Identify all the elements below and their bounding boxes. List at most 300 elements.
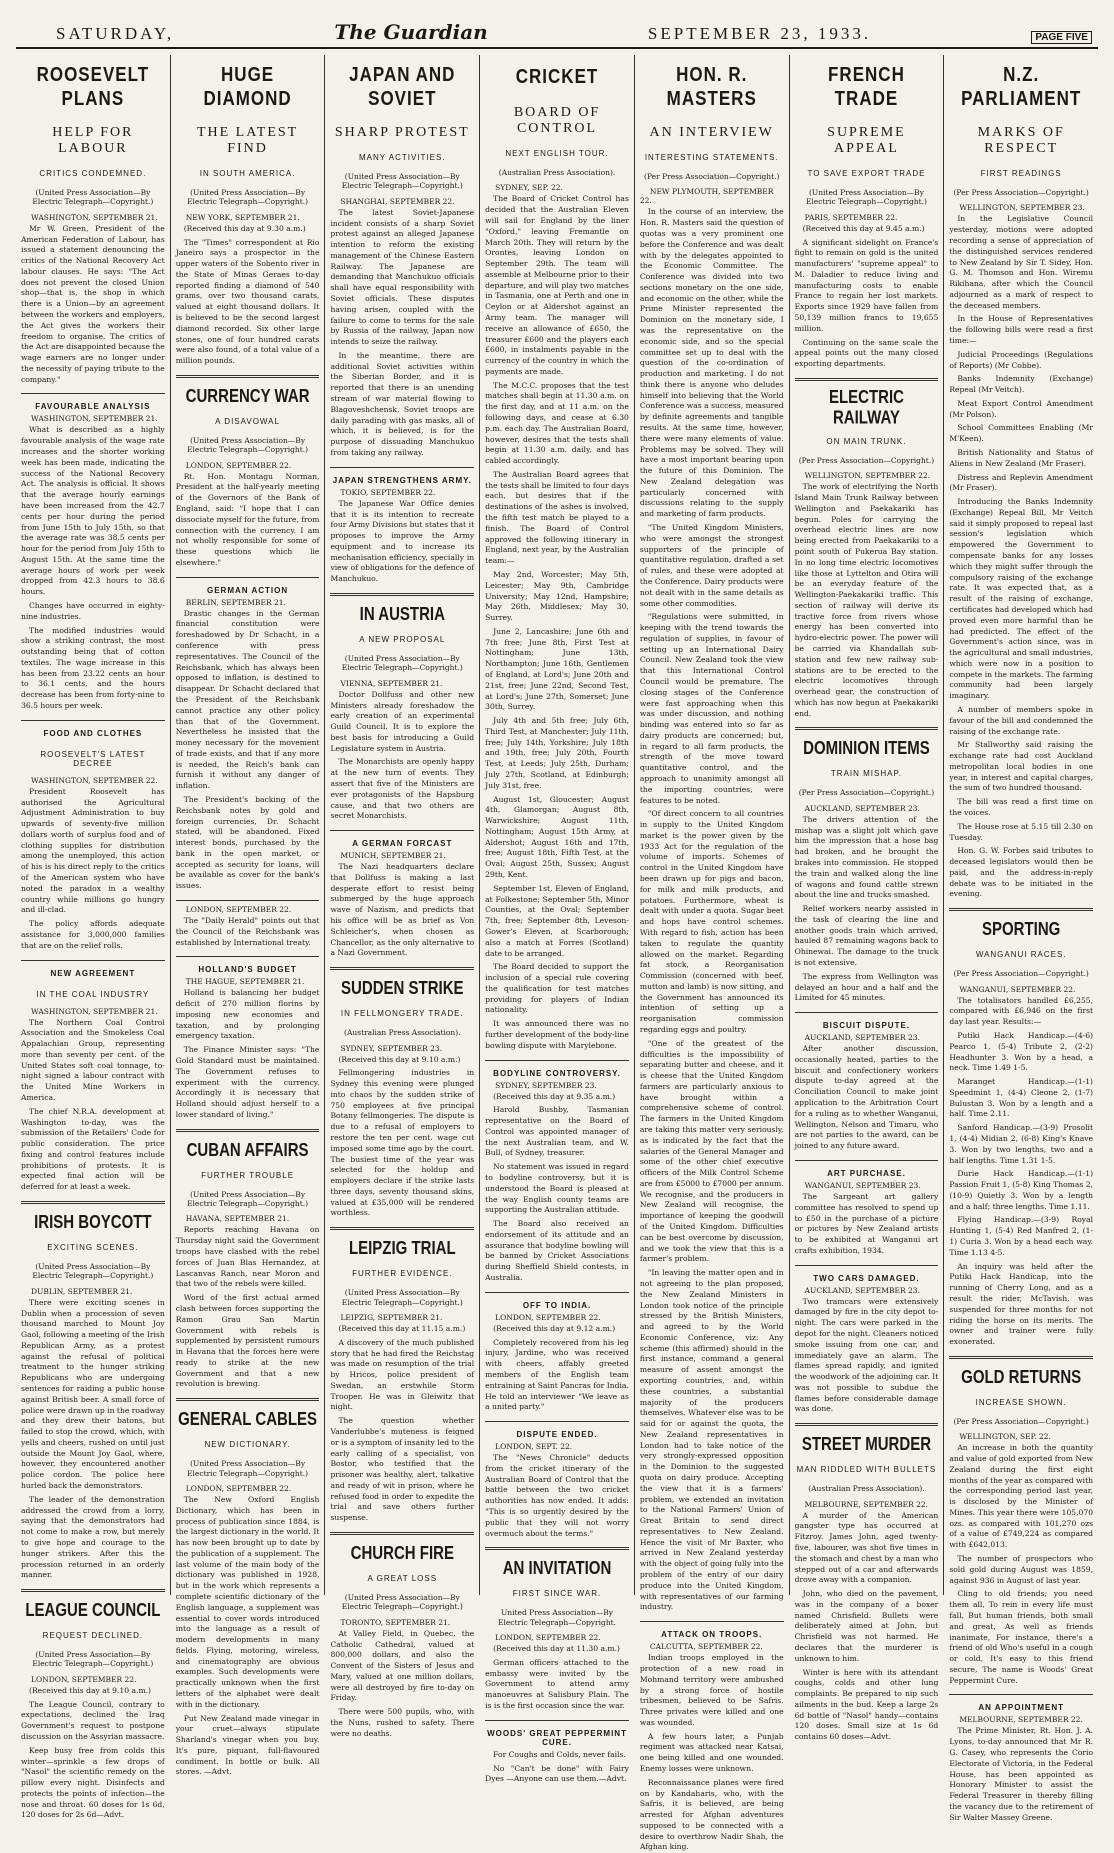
minor-heading: A GERMAN FORCAST — [352, 839, 453, 849]
paragraph: Banks Indemnity (Exchange) Repeal (Mr Veitch). — [949, 374, 1094, 395]
headline: IN AUSTRIA — [359, 604, 445, 625]
minor-heading: ART PURCHASE. — [827, 1168, 906, 1178]
paragraph: Mr Stallworthy said raising the exchange rate had cost Auckland metropolitan local bodies in one year, in interest and capital charges, the sum of two hundred thousand. — [949, 740, 1094, 793]
minor-heading: GERMAN ACTION — [207, 585, 289, 595]
dateline: LONDON, SEPTEMBER 22. — [495, 1633, 601, 1643]
tagline: A DISAVOWAL — [215, 416, 280, 426]
paragraph: The "Daily Herald" points out that the Council of the Reichsbank was established by International treaty. — [175, 916, 320, 947]
paragraph: Maranget Handicap.—(1-1) Speedmint 1, (4-4) Cleone 2, (1-7) Bulustan 3. Won by a length and a half. Time 2.11. — [949, 1077, 1094, 1119]
paragraph: Mr W. Green, President of the American Federation of Labour, has issued a statement denouncing the critics of the National Recovery Act labour clauses. He says: "The Act does not prevent the closed Union shop—that is, the shop in which there is a Union—by an agreement between the workers and employers, the Act gives the workers their freedom to organise. The critics of the Act are disappointed because the wage earners are no longer under the necessity of paying tribute to the company." — [21, 223, 165, 384]
paragraph: "One of the greatest of the difficulties is the impossibility of separating butter and cheese, and it is cheese that the United Kingdom farmers are particularly anxious to have brought within a comprehensive scheme of control. The farmers in the United Kingdom are taking this matter very seriously, as is indicated by the fact that the salaries of the General Manager and some of the other chief executive officers of the Milk Control Scheme are from £5000 to £7000 per annum. We recognise, and the producers in New Zealand will recognise, the importance of keeping the goodwill of the United Kingdom. Difficulties can be best overcome by discussion, and we took the view that this is a farmer's problem. — [639, 1038, 784, 1264]
paragraph: Judicial Proceedings (Regulations of Reports) (Mr Cobbe). — [949, 349, 1094, 370]
tagline: REQUEST DECLINED. — [42, 1631, 144, 1641]
article — [330, 593, 474, 822]
masthead-title: The Guardian — [334, 20, 488, 44]
paragraph: Meat Export Control Amendment (Mr Polson). — [949, 398, 1094, 419]
paragraph: Two tramcars were extensively damaged by fire in the city depot to-night. The cars were parked in the depot for the night. Cleaners noticed smoke issuing from one car, and immediately gave an alarm. The flames spread rapidly, and ignited the woodwork of the adjoining car. It was not possible to subdue the flames before considerable damage was done. — [794, 1296, 939, 1414]
dateline: VIENNA, SEPTEMBER 21. — [340, 678, 443, 688]
wire-credit: (Australian Press Association). — [344, 1028, 461, 1038]
paragraph: The latest Soviet-Japanese incident consists of a sharp Soviet protest against an alleged Japanese intention to reform the existing management of the Chinese Eastern Railway. The Japanese are demanding that Manchukuo officials shall have equal responsibility with Soviet officials. These disputes having arisen, coupled with the failure to come to terms for the sale by Russia of the railway, Japan now intends to seize the railway. — [330, 207, 475, 347]
paragraph: Indian troops employed in the protection of a new road in Mohmand territory were ambushed by a strong force of hostile tribesmen, believed to be Safris. Three privates were killed and one was wounded. — [639, 1653, 784, 1727]
dateline: WASHINGTON, SEPTEMBER 21. — [31, 414, 158, 424]
headline: SUDDEN STRIKE — [341, 978, 464, 999]
paragraph: The League Council, contrary to expectations, declined the Iraq Government's request to postpone discussion on the Assyrian massacre. — [21, 1699, 165, 1741]
section-rule — [640, 1621, 784, 1622]
section-rule — [21, 393, 165, 394]
paragraph: The bill was read a first time on the voices. — [949, 797, 1094, 817]
paragraph: Putiki Hack Handicap.—(4-6) Pearco 1, (5-4) Tribute 2, (2-2) Headhunter 3. Won by a head, a neck. Time 1.49 1-5. — [949, 1030, 1094, 1073]
article — [485, 1547, 629, 1711]
headline: HUGE DIAMOND — [203, 63, 292, 110]
wire-credit: (United Press Association—By Electric Telegraph—Copyright.) — [32, 1262, 154, 1281]
paragraph: (Received this day at 9.45 a.m.) — [802, 223, 925, 233]
headline-rule — [795, 378, 939, 381]
paragraph: In the Legislative Council yesterday, motions were adopted recording a sense of appreciation of the distinguished services rendered to New Zealand by Sir T. Sidey, Hon. G. M. Thomson and Hon. Wiremu Rikihana, after which the Council adjourned as a mark of respect to the deceased members. — [949, 214, 1094, 310]
article — [176, 900, 320, 948]
column-4 — [480, 55, 635, 1784]
minor-heading: BISCUIT DISPUTE. — [822, 1021, 911, 1031]
paragraph: Harold Bushby, Tasmanian representative on the Board of Control was appointed manager of the next Australian team, and W. Bull, of Sydney, treasurer. — [485, 1105, 629, 1158]
article — [949, 1356, 1093, 1687]
paragraph: Rt. Hon. Montagu Norman, President at the half-yearly meeting of the Governors of the Bank of England, said: "I hope that I can dissociate myself for the future, from connection with the currency. I am not wholly responsible for some of these questions which lie elsewhere." — [175, 471, 320, 567]
column-5 — [635, 55, 790, 1852]
article — [176, 1129, 320, 1390]
article — [795, 1012, 939, 1152]
paragraph: Reports reaching Havana on Thursday night said the Government troops have clashed with the rebel forces of Juan Blas Hernandez, at Lascanvas Ranch, near Moron and that two of the rebels were killed. — [175, 1225, 320, 1289]
dateline: LONDON, SEPTEMBER 22. — [185, 460, 292, 470]
headline-rule — [21, 1589, 165, 1592]
minor-heading: TWO CARS DAMAGED. — [813, 1273, 920, 1283]
paragraph: Doctor Dollfuss and other new Ministers already foreshadow the early creation of an experimental Guild Council. It is to explore the best basis for introducing a Guild Legislature system in Austria. — [330, 689, 475, 753]
paragraph: The Northern Coal Control Association and the Smokeless Coal Appalachian Group, representing more than seventy per cent. of the United States soft coal tonnage, to-night signed a labour contract with the United Mine Workers in America. — [21, 1017, 165, 1102]
headline: CUBAN AFFAIRS — [186, 1140, 309, 1161]
article — [330, 830, 474, 959]
headline: ROOSEVELT PLANS — [36, 63, 150, 110]
tagline: FIRST READINGS — [980, 169, 1062, 178]
tagline: FURTHER TROUBLE — [201, 1170, 295, 1180]
paragraph: It was announced there was no further development of the body-line bowling dispute with Marylebone. — [485, 1019, 629, 1050]
headline-rule — [21, 1201, 165, 1204]
paragraph: The House rose at 5.15 till 2.30 on Tuesday. — [949, 821, 1094, 842]
subhead: AN INTERVIEW — [649, 125, 774, 140]
paragraph: The modified industries would show a striking contrast, the most outstanding being that of cotton textiles. The wage increase in this has been from 23.22 cents an hour to 36.1 cents, and the hours decrease has been from forty-nine to 36.5 hours per week. — [21, 625, 165, 710]
paragraph: For Coughs and Colds, never fails. — [493, 1749, 626, 1759]
columns — [16, 55, 1098, 1852]
paragraph: (Received this day at 9.10 a.m.) — [29, 1685, 152, 1695]
paragraph: The totalisators handled £6,255, compared with £6,946 on the first day last year. Results:— — [949, 995, 1094, 1027]
minor-heading: FOOD AND CLOTHES — [43, 728, 143, 738]
paragraph: The Prime Minister, Rt. Hon. J. A. Lyons, to-day announced that Mr R. G. Casey, who represents the Corio Electorate of Victoria, in the Federal House, has been appointed as Honorary Minister to assist the Federal Treasurer in thereby filling the vacancy due to the retirement of Sir Walter Massey Greene. — [949, 1726, 1094, 1822]
headline: N.Z. PARLIAMENT — [961, 63, 1082, 110]
paragraph: July 4th and 5th free; July 6th, Third Test, at Manchester; July 11th, free; July 14th, Yorkshire; July 18th and 19th, free; July 20th, Fourth Test, at Leeds; July 25th, Durham; July 27th, Scotland, at Edinburgh; July 31st, free. — [485, 716, 629, 790]
paragraph: What is described as a highly favourable analysis of the wage rate increases and the shorter working week has been made, indicating the success of the National Recovery Act. The analysis is official. It shows that the average hourly earnings have been increased from the 42.7 cents per hour during the period from June 15th to July 15th, so that the average rate was 38.5 cents per hour for the period from July 15th to August 15th. At the same time the average hours of work per week dropped from 42.3 hours to 38.6 hours. — [21, 425, 165, 597]
article — [795, 378, 939, 720]
section-rule — [949, 1694, 1093, 1695]
dateline: AUCKLAND, SEPTEMBER 23. — [804, 803, 920, 813]
paragraph: President Roosevelt has authorised the Agricultural Adjustment Administration to buy upwards of seventy-five million dollars worth of surplus food and of clothing supplies for distribution among the unemployed, this action of his is his direct reply to the critics of the American system who have noted the paradox in a wealthy country while millions go hungry and ill-clad. — [21, 786, 165, 915]
article — [21, 960, 165, 1194]
section-rule — [485, 1421, 629, 1422]
wire-credit: (Per Press Association—Copyright.) — [953, 969, 1089, 979]
paragraph: Keep busy free from colds this winter—sprinkle a few drops of "Nasol" the scientific remedy on the pillow every night. Disinfects and protects the points of infection—the nose and throat. 60 doses for 1s 6d, 120 doses for 2s 6d—Advt. — [21, 1745, 165, 1820]
tagline: INTERESTING STATEMENTS. — [644, 153, 779, 162]
paragraph: August 1st, Gloucester; August 4th, Glamorgan; August 8th, Warwickshire; August 11th, Nottingham; August 15th Army, at Aldershot; August 16th and 17th, free; August 18th, Fifth Test, at the Oval; August 25th, Sussex; August 29th, Kent. — [485, 794, 629, 880]
paragraph: In the meantime, there are additional Soviet activities within the Siberian Border, and it is reported that there is an unending stream of war material flowing to Blagoveshchensk. Soviet troops are daily parading with gas masks, all of which, it is believed, is for the purpose of dissuading Manchukuo from taking any railway. — [330, 350, 475, 457]
paragraph: Cling to old friends; you need them all, To rein in every life must fall, But human friends, both small and great, As well as friends inanimate, For instance, there's a friend of old Who's useful in a cough or cold, It's easy to this friend secure, The name is Woods' Great Peppermint Cure. — [949, 1589, 1094, 1685]
section-rule — [176, 900, 320, 901]
paragraph: The Japanese War Office denies that it is its intention to recreate four Army Divisions but states that it proposes to improve the Army equipment and to increase its mechanisation efficiency, specially in view of obligations for the defence of Manchukuo. — [330, 498, 475, 584]
paragraph: The "Times" correspondent at Rio Janeiro says a prospector in the upper waters of the Sobento river in the State of Minas Geraes to-day reported finding a diamond of 540 grams, over two thousand carats, valued at eight thousand dollars. It is believed to be the second largest diamond recorded. Six other large stones, one of four hundred carats were also found, of a total value of a million pounds. — [175, 237, 320, 366]
tagline: IN FELLMONGERY TRADE. — [340, 1009, 464, 1019]
article — [176, 375, 320, 569]
dateline: AUCKLAND, SEPTEMBER 23. — [804, 1285, 920, 1295]
article — [485, 1060, 629, 1284]
headline: AN INVITATION — [502, 1558, 612, 1580]
dateline: SYDNEY, SEPTEMBER 23. — [495, 1080, 597, 1090]
article — [21, 393, 165, 711]
paragraph: The drivers attention of the mishap was a slight jolt which gave him the impression that a hose bag had broken, and he brought the brakes into commission. He stopped the train and walked along the line of wagons and found cattle strewn about the line and trucks smashed. — [794, 814, 939, 900]
article — [330, 1532, 474, 1740]
paragraph: Reconnaissance planes were fired on by Kandaharis, who, with the Safris, it is believed, are being arrested for Afghan adventures supposed to be connected with a desire to overthrow Nadir Shah, the Afghan king. — [639, 1777, 784, 1852]
article — [794, 63, 939, 370]
paragraph: At Valley Field, in Quebec, the Catholic Cathedral, valued at 800,000 dollars, and also the Convent of the Sisters of Jesus and Mary, valued at one million dollars, were all destroyed by fire to-day on Friday. — [330, 1628, 475, 1703]
page-number: PAGE FIVE — [1031, 31, 1092, 44]
headline: GENERAL CABLES — [178, 1409, 318, 1430]
headline: CRICKET — [515, 65, 599, 88]
paragraph: Introducing the Banks Indemnity (Exchange) Repeal Bill, Mr Veitch said it simply proposed to repeal last session's legislation which empowered the Government to compensate banks for any losses which they might suffer through the compulsory raising of the exchange rate. It was expected that, as a result of the raising of exchange, certificates had developed which had proved even more harmful than he had predicted. The effect of the Government's action since, was in the agricultural and small industries, which were now in a position to compete in the markets. The farming community had been largely imaginary. — [949, 497, 1094, 701]
paragraph: "In leaving the matter open and in not agreeing to the plan proposed, the New Zealand Ministers in London took notice of the principle stressed by the British Ministers, and agreed to by the World Economic Conference, viz: Any scheme (this affirmed) should in the first instance, command a general measure of assent amongst the exporting countries, and, within these countries, a substantial majority of the producers themselves. Whatever else was to be said for or against the quota, the New Zealand representatives in London had to take notice of the very strongly-expressed opposition in the Dominion to the suggested quota on dairy produce. Accepting the view that it is a farmers' problem, we extended an invitation to the National Farmers' Union of Great Britain to send direct representatives to New Zealand. Hence the visit of Mr Baxter, who arrived in New Zealand yesterday with the object of going fully into the problem of the entry of our dairy produce into the United Kingdom, with representatives of our farming industry. — [639, 1268, 784, 1612]
paragraph: September 1st, Eleven of England, at Folkestone; September 5th, Minor Counties, at the Oval; September 7th, free; September 8th, Leveson-Gower's Eleven, at Scarborough; also a match at Forres (Scotland) date to be arranged. — [485, 883, 629, 958]
paragraph: The chief N.R.A. development at Washington to-day, was the submission of the Retailers' Code for public consideration. The price fixing and control features include prohibitions of protests. It is expected final action will be deferred for at least a week. — [21, 1106, 165, 1192]
tagline: EXCITING SCENES. — [47, 1243, 139, 1252]
wire-credit: (United Press Association—By Electric Telegraph—Copyright.) — [341, 172, 463, 191]
tagline: CRITICS CONDEMNED. — [39, 169, 147, 178]
dateline: TORONTO, SEPTEMBER 21. — [340, 1617, 451, 1627]
paragraph: The leader of the demonstration addressed the crowd from a lorry, saying that the demonstrators had not come to make a row, but merely to give hope and courage to the hunger strikers. After this the procession returned in an orderly manner. — [21, 1494, 165, 1580]
paragraph: No statement was issued in regard to bodyline controversy, but it is understood the Board is pleased at the way English county teams are supporting the Australian attitude. — [485, 1162, 629, 1215]
headline-rule — [485, 1547, 629, 1550]
dateline: TOKIO, SEPTEMBER 22. — [340, 487, 436, 497]
wire-credit: (Per Press Association—Copyright.) — [953, 1416, 1089, 1426]
subhead: THE LATEST FIND — [196, 125, 299, 156]
dateline: THE HAGUE, SEPTEMBER 21. — [185, 977, 305, 987]
paragraph: Winter is here with its attendant coughs, colds and other lung complaints. Be prepared to nip such ailments in the bud. Keep a large 2s 6d bottle of "Nasol" handy—contains 120 doses. Small size at 1s 6d contains 60 doses—Advt. — [794, 1667, 939, 1742]
wire-credit: (United Press Association—By Electric Telegraph—Copyright.) — [187, 188, 309, 207]
tagline: A NEW PROPOSAL — [359, 634, 446, 644]
subhead: SHARP PROTEST — [334, 125, 470, 140]
wire-credit: (United Press Association—By Electric Telegraph—Copyright.) — [187, 1189, 309, 1209]
section-rule — [21, 720, 165, 721]
dateline: NEW YORK, SEPTEMBER 21. — [185, 212, 300, 222]
article — [949, 1694, 1093, 1823]
subhead: MARKS OF RESPECT — [977, 125, 1065, 156]
headline: GOLD RETURNS — [961, 1367, 1082, 1388]
wire-credit: (Per Press Association—Copyright.) — [798, 455, 935, 465]
dateline: LONDON, SEPTEMBER 22. — [31, 1674, 137, 1684]
paragraph: Put New Zealand made vinegar in your cruet—always stipulate Sharland's vinegar when you buy. It's pure, piquant, full-flavoured condiment. In bottle or bulk. All stores. —Advt. — [175, 1713, 320, 1777]
headline: LEAGUE COUNCIL — [25, 1600, 161, 1621]
subhead: BOARD OF CONTROL — [513, 105, 601, 136]
paragraph: In the House of Representatives the following bills were read a first time:— — [949, 314, 1094, 345]
paragraph: The question whether Vanderlubbe's muteness is feigned or is a symptom of insanity led to the early calling of a specialist, von Bostor, who testified that the prisoner was healthy, alert, talkative and ready of wit in prison, where he refused food in order to expedite the trial and save others further suspense. — [330, 1416, 475, 1523]
dateline: LONDON, SEPTEMBER 22. — [185, 905, 292, 914]
dateline: DUBLIN, SEPTEMBER 21. — [31, 1286, 133, 1296]
minor-heading: WOODS' GREAT PEPPERMINT CURE. — [487, 1728, 627, 1747]
wire-credit: (Per Press Association—Copyright.) — [953, 188, 1089, 197]
paragraph: The Sargeant art gallery committee has resolved to spend up to £50 in the purchase of a picture or pictures by New Zealand artists to be exhibited at Wanganui art crafts exhibition, 1934. — [794, 1191, 939, 1255]
wire-credit: (United Press Association—By Electric Telegraph—Copyright.) — [341, 653, 463, 673]
minor-heading: NEW AGREEMENT — [50, 968, 136, 978]
dateline: MELBOURNE, SEPTEMBER 22. — [804, 1499, 929, 1509]
dateline: SHANGHAI, SEPTEMBER 22. — [340, 196, 455, 206]
dateline: BERLIN, SEPTEMBER 21. — [185, 597, 286, 607]
article — [640, 1621, 784, 1853]
paragraph: (Received this day at 11.15 a.m.) — [338, 1323, 466, 1333]
paragraph: Distress and Replevin Amendment (Mr Fraser). — [949, 472, 1094, 493]
masthead-date: SEPTEMBER 23, 1933. — [647, 24, 872, 43]
tagline: IN THE COAL INDUSTRY — [36, 989, 150, 999]
paragraph: An increase in both the quantity and value of gold exported from New Zealand during the first eight months of the year as compared with the corresponding period last year, is disclosed by the Minister of Mines. This year there were 105,070 ozs. as compared with 101,270 ozs of a value of £749,224 as compared with £642,013. — [949, 1443, 1094, 1550]
dateline: AUCKLAND, SEPTEMBER 23. — [804, 1033, 920, 1043]
headline-rule — [949, 1356, 1093, 1359]
paragraph: (Received this day at 9.35 a.m.) — [493, 1091, 616, 1101]
headline-rule — [176, 375, 320, 378]
dateline: MUNICH, SEPTEMBER 21. — [340, 851, 446, 861]
paragraph: Hon. G. W. Forbes said tributes to deceased legislators would then be paid, and the address-in-reply debate was to be initiated in the evening. — [949, 846, 1094, 899]
paragraph: A number of members spoke in favour of the bill and condemned the raising of the exchange rate. — [949, 704, 1094, 736]
subhead: SUPREME APPEAL — [827, 125, 906, 156]
headline: JAPAN AND SOVIET — [349, 63, 456, 110]
dateline: WELLINGTON, SEPTEMBER 23. — [959, 203, 1085, 213]
paragraph: Holland is balancing her budget deficit of 270 million florins by imposing new economies and taxation, and by prolonging emergency taxation. — [175, 988, 320, 1041]
article — [795, 1265, 939, 1416]
tagline: INCREASE SHOWN. — [975, 1397, 1067, 1407]
article — [485, 67, 629, 1052]
article — [330, 467, 474, 585]
wire-credit: (Australian Press Association). — [498, 168, 616, 177]
wire-credit: (Per Press Association—Copyright.) — [798, 788, 935, 798]
paragraph: School Committees Enabling (Mr M'Keen). — [949, 423, 1094, 444]
paragraph: Relief workers nearby assisted in the task of clearing the line and another goods train which arrived, hauled 87 remaining wagons back to Ohinewai. The damage to the truck is not extensive. — [794, 904, 939, 967]
tagline: NEW DICTIONARY. — [204, 1440, 291, 1450]
dateline: WANGANUI, SEPTEMBER 23. — [804, 1180, 921, 1190]
paragraph: The express from Wellington was delayed an hour and a half and the Limited for 45 minutes. — [794, 971, 939, 1003]
paragraph: Sanford Handicap.—(3-9) Prosolit 1, (4-4) Midian 2, (6-8) King's Knave 3. Won by two lengths, two and a half lengths. Time 1.31 1-5. — [949, 1123, 1094, 1165]
paragraph: A murder of the American gangster type has occurred at Fitzroy. James John, aged twenty-five, labourer, was shot five times in the stomach and chest by a man who stepped out of a car and afterwards drove away with a companion. — [794, 1510, 939, 1585]
tagline: MANY ACTIVITIES. — [359, 153, 446, 162]
tagline: MAN RIDDLED WITH BULLETS — [796, 1465, 937, 1475]
wire-credit: (United Press Association—By Electric Telegraph—Copyright.) — [341, 1593, 463, 1612]
article — [176, 956, 320, 1120]
dateline: WELLINGTON, SEPTEMBER 22. — [804, 471, 931, 481]
section-rule — [485, 1292, 629, 1293]
paragraph: (Received this day at 9.30 a.m.) — [183, 223, 306, 233]
headline-rule — [330, 1227, 474, 1230]
minor-heading: DISPUTE ENDED. — [516, 1430, 598, 1440]
paragraph: There were 500 pupils, who, with the Nuns, rushed to safety. There were no deaths. — [330, 1707, 475, 1738]
article — [795, 1160, 939, 1257]
wire-credit: United Press Association—By Electric Telegraph—Copyright. — [497, 1608, 617, 1627]
headline: HON. R. MASTERS — [666, 63, 757, 110]
paragraph: Completely recovered from his leg injury, Jardine, who was received with cheers, affably greeted members of the English team entraining at Saint Pancras for India. He told an interviewer "We leave as a united party." — [485, 1337, 629, 1412]
section-rule — [176, 577, 320, 578]
headline-rule — [330, 967, 474, 970]
paragraph: The policy affords adequate assistance for 3,000,000 families that are on the relief rolls. — [21, 919, 165, 950]
minor-heading: BODYLINE CONTROVERSY. — [493, 1068, 621, 1078]
headline-rule — [330, 1532, 474, 1535]
paragraph: "The United Kingdom Ministers, who were amongst the strongest supporters of the principle of quantitative regulation, drafted a set of rules, and these were adopted at the Conference. Dairy products were not dealt with in the same details as some other commodities. — [639, 523, 784, 608]
tagline: WANGANUI RACES. — [975, 950, 1067, 960]
tagline: TO SAVE EXPORT TRADE — [807, 169, 926, 178]
wire-credit: (United Press Association—By Electric Telegraph—Copyright.) — [32, 1650, 154, 1669]
headline-rule — [176, 1129, 320, 1132]
article — [330, 63, 475, 459]
article — [176, 577, 320, 892]
paragraph: The M.C.C. proposes that the test matches shall begin at 11.30 a.m. on the first day, and at 11 a.m. on the following days, and cease at 6.30 p.m. each day. The Australian Board, however, desires that the tests shall begin at 11.30 a.m. daily, and has cabled accordingly. — [485, 380, 629, 466]
paragraph: The Monarchists are openly happy at the new turn of events. They assert that five of the Ministers are ever protagonists of the Hapsburg cause, and that two others are secret Monarchists. — [330, 757, 475, 821]
wire-credit: (United Press Association—By Electric Telegraph—Copyright.) — [805, 188, 927, 207]
tagline: TRAIN MISHAP. — [830, 769, 902, 779]
paragraph: A few hours later, a Punjab regiment was attacked near Katsai, one being killed and one wounded. Enemy losses were unknown. — [639, 1731, 784, 1773]
section-rule — [795, 1012, 939, 1013]
headline: STREET MURDER — [801, 1434, 932, 1455]
dateline: LONDON, SEPT. 22. — [495, 1442, 573, 1452]
column-3 — [325, 55, 480, 1738]
section-rule — [176, 956, 320, 957]
minor-heading: AN APPOINTMENT — [978, 1703, 1065, 1713]
section-rule — [795, 1265, 939, 1266]
article — [949, 63, 1094, 900]
paragraph: (Received this day at 11.30 a.m.) — [493, 1644, 621, 1654]
headline: CHURCH FIRE — [350, 1543, 454, 1564]
tagline: ON MAIN TRUNK. — [826, 436, 907, 446]
paragraph: Fellmongering industries in Sydney this evening were plunged into chaos by the sudden strike of 750 employees at five principal Botany fellmongeries. The dispute is due to a refusal of employers to restore the ten per cent. wage cut imposed some time ago by the court. The busiest time of the year was selected for the holdup and employers declare if the strike lasts three days, seventy thousand skins, valued at £35,000 will be rendered worthless. — [330, 1068, 475, 1218]
article — [176, 1398, 320, 1778]
tagline: FURTHER EVIDENCE. — [352, 1269, 453, 1279]
article — [175, 63, 320, 367]
subhead: HELP FOR LABOUR — [52, 125, 134, 156]
paragraph: German officers attached to the embassy were invited by the Government to attend army manoeuvres at Salisbury Plain. The is is the first occasion since the war. — [485, 1657, 629, 1710]
paragraph: The "News Chronicle" deducts from the cricket itinerary of the Australian Board of Control that the battle between the two cricket authorities has now ended. It adds: "This is so urgently desired by the public that they will not worry overmuch about the terms." — [485, 1453, 629, 1538]
tagline: NEXT ENGLISH TOUR. — [505, 149, 609, 158]
paragraph: "Of direct concern to all countries in supply to the United Kingdom market is the power given by the 1933 Act for the regulation of the volume of imports. Schemes of control in the United Kingdom have been drawn up for pigs and bacon, for milk and milk products, and potatoes. Furthermore, wheat is dealt with under a quota. Sugar beet and hops have control schemes. With regard to fish, action has been taken to regulate the quantity allowed on the market. Regarding fat stock, a Reorganisation Commission (concerned with beef, mutton and lamb) is now sitting, and the Government has announced its intention of setting up a reorganisation commission regarding eggs and poultry. — [639, 809, 784, 1034]
wire-credit: (United Press Association—By Electric Telegraph—Copyright.) — [187, 1459, 309, 1478]
minor-heading: OFF TO INDIA. — [522, 1300, 592, 1310]
paragraph: In the course of an interview, the Hon. R. Masters said the question of quotas was a very prominent one before the Conference and was dealt with by the delegates appointed to the Economic Committee. The Conference was divided into two sections monetary on the one side, and economic on the other, while the Prime Minister represented the Dominion on the monetary side, I was the representative on the economic side, and so the special committee set up to deal with the question of the co-ordination of production and marketing. I do not think there is anyone who deludes himself into believing that the World Conference was a success, measured by definite agreements and tangible results. At the same time, however, there were many elements of value. Problems may be solved. They will have a most important bearing upon the future of this Dominion. The New Zealand delegation was particularly concerned with discussions relating to the supply and marketing of farm products. — [639, 207, 784, 519]
article — [949, 908, 1093, 1348]
headline: LEIPZIG TRIAL — [348, 1238, 456, 1259]
dateline: WASHINGTON, SEPTEMBER 22. — [31, 775, 158, 785]
masthead-day: SATURDAY, — [56, 24, 175, 43]
section-rule — [330, 830, 474, 831]
paragraph: June 2, Lancashire; June 6th and 7th free; June 8th, First Test at Nottingham; June 13th, Northampton; June 16th, Gentlemen of England, at Lord's; June 20th and 21st, free; June 22nd, Second Test, at Lord's; June 27th, Somerset; June 30th, Surrey. — [485, 626, 629, 712]
dateline: SYDNEY, SEP. 22. — [495, 183, 563, 193]
dateline: HAVANA, SEPTEMBER 21. — [185, 1214, 290, 1224]
dateline: WASHINGTON, SEPTEMBER 21. — [31, 212, 158, 222]
dateline: WASHINGTON, SEPTEMBER 21. — [31, 1006, 158, 1016]
paragraph: Changes have occurred in eighty-nine industries. — [21, 600, 165, 621]
dateline: LONDON, SEPTEMBER 22. — [495, 1312, 601, 1322]
headline-rule — [330, 593, 474, 596]
paragraph: The New Oxford English Dictionary, which has been in process of publication since 1884, is the largest dictionary in the world. It has now been brought up to date by the publication of a supplement. The last volume of the main body of the dictionary was published in 1928, but in the work which represents a complete scientific dictionary of the English language, a supplement was essential to cover words introduced into the language as a result of modern developments in many fields. Flying, motoring, wireless, and cinematography are obvious examples. Such developments were practically unknown when the first letters of the alphabet were dealt with in the dictionary. — [175, 1494, 320, 1709]
wire-credit: (United Press Association—By Electric Telegraph—Copyright.) — [187, 435, 309, 455]
paragraph: After another discussion, occasionally heated, parties to the biscuit and confectionery workers dispute to-day agreed at the Conciliation Council to make joint application to the Arbitration Court for a ruling as to whether Wanganui, Wellington, Nelson and Timaru, who are not parties to the award, can be joined to any future award. — [794, 1044, 939, 1151]
headline: IRISH BOYCOTT — [34, 1212, 152, 1233]
paragraph: A significant sidelight on France's fight to remain on gold is the united manufacturers' "supreme appeal" to M. Daladier to reduce living and manufacturing costs to enable France to regain her lost markets. Exports since 1929 have fallen from 50,139 million francs to 19,655 million. — [794, 237, 939, 333]
paragraph: No "Can't be done" with Fairy Dyes —Anyone can use them.—Advt. — [485, 1763, 629, 1784]
minor-heading: ATTACK ON TROOPS. — [661, 1630, 763, 1640]
minor-heading: HOLLAND'S BUDGET — [198, 965, 297, 975]
column-1 — [16, 55, 171, 1820]
paragraph: Word of the first actual armed clash between forces supporting the Ramon Grau San Martin Government with rebels is supplemented by persistent rumours in Havana that the forces here were ready to strike at the new Government and that a new revolution is brewing. — [175, 1293, 320, 1389]
dateline: LONDON, SEPTEMBER 22. — [185, 1483, 292, 1493]
dateline: SYDNEY, SEPTEMBER 23. — [340, 1043, 443, 1053]
headline-rule — [795, 1423, 939, 1426]
paragraph: The President's backing of the Reichsbank notes by gold and foreign currencies, Dr. Schacht stated, will be abandoned. Fixed interest bonds, purchased by the bank in the open market, or accepted as security for loans, will be available as cover for the bank's issues. — [175, 794, 320, 891]
minor-heading: FAVOURABLE ANALYSIS — [35, 402, 151, 412]
dateline: WANGANUI, SEPTEMBER 22. — [959, 984, 1076, 994]
headline: FRENCH TRADE — [828, 63, 905, 110]
paragraph: The Finance Minister says: "The Gold Standard must be maintained. The Government refuses to experiment with the currency. Accordingly it is necessary that Holland should adjust herself to a lower standard of living." — [175, 1045, 320, 1119]
headline: CURRENCY WAR — [185, 386, 310, 407]
headline-rule — [795, 727, 939, 730]
article — [795, 1423, 939, 1743]
article — [21, 1589, 165, 1821]
paragraph: Flying Handicap.—(3-9) Royal Hunting 1, (5-4) Red Manfred 2, (1-1) Curia 3. Won by a head each way. Time 1.13 4-5. — [949, 1215, 1094, 1257]
section-rule — [485, 1720, 629, 1721]
article — [639, 63, 784, 1613]
article — [485, 1720, 629, 1785]
column-6 — [790, 55, 945, 1742]
paragraph: The number of prospectors who sold gold during August was 1859, against 936 in August of last year. — [949, 1554, 1094, 1585]
paragraph: John, who died on the pavement, was in the company of a boxer named Chrisfield. Bullets were deliberately aimed at John, but Chrisfield was not harmed. He declares that the murderer is unknown to him. — [794, 1589, 939, 1663]
paragraph: The Board also received an endorsement of its attitude and an assurance that bodyline bowling will be banned by Cricket Associations during Sheffield Shield contests, in Australia. — [485, 1219, 629, 1283]
paragraph: British Nationality and Status of Aliens in New Zealand (Mr Fraser). — [949, 448, 1094, 468]
wire-credit: (Australian Press Association). — [808, 1484, 925, 1494]
article — [21, 1201, 165, 1581]
article — [330, 967, 474, 1219]
article — [330, 1227, 474, 1524]
paragraph: May 2nd, Worcester; May 5th, Leicester; May 9th, Cambridge University; May 12nd, Hampshire; May 26th, Middlesex; May 30, Surrey. — [485, 569, 629, 623]
paragraph: The Board of Cricket Control has decided that the Australian Eleven will sail for England by the liner "Oxford," leaving Fremantle on March 20th. They will return by the Orontes, leaving London on September 29th. The team will assemble at Melbourne prior to their departure, and will play two matches in Tasmania, one at Perth and one in Ceylon or at Aldershot against an Army team. The manager will receive an allowance of £650, the treasurer £600 and the players each £600, in instalments payable in the currency of the country in which the payments are made. — [485, 194, 629, 376]
tagline: IN SOUTH AMERICA. — [199, 169, 296, 178]
headline-rule — [949, 908, 1093, 911]
paragraph: The Australian Board agrees that the tests shall be limited to four days each, but desires that if the destinations of the ashes is involved, the fifth test match be played to a finish. The Board of Control approved the following itinerary in England, next year, by the Australian team:— — [485, 469, 629, 566]
tagline: A GREAT LOSS — [367, 1574, 438, 1584]
article — [485, 1292, 629, 1413]
paragraph: (Received this day at 9.10 a.m.) — [338, 1054, 461, 1064]
paragraph: Continuing on the same scale the appeal points out the many closed exporting departments. — [794, 337, 939, 369]
tagline: ROOSEVELT'S LATEST DECREE — [40, 749, 146, 768]
article — [485, 1421, 629, 1539]
paragraph: There were exciting scenes in Dublin when a procession of seven thousand marched to Mount Joy Gaol, following a meeting of the Irish Republican Army, as a protest against the refusal of political treatment to the hunger striking Republicans who are undergoing sentences for raiding a public house against British beer. A small force of police were drawn up in the roadway and they drew their batons, but failed to stop the crowd, which, with yells and cheers, rushed on until just outside the Mount Joy Gaol, where, however, they encountered another police cordon. The police here hurled back the demonstrators. — [21, 1297, 165, 1491]
paragraph: Drastic changes in the German financial constitution were foreshadowed by Dr Schacht, in a conference with press representatives. The Council of the Reichsbank, which has always been opposed to inflation, is destined to disappear. Dr Schacht declared that the President of the Reichsbank cannot practice any other policy than that of the Government. Nevertheless he insisted that the money necessary for the movement of trade exists, and that if any more is needed, the Reich's bank can furnish it without any danger of inflation. — [175, 608, 320, 791]
paragraph: The work of electrifying the North Island Main Trunk Railway between Wellington and Paekakariki has begun. Poles for carrying the overhead electric lines are now being erected from Paekakariki to a point south of Pukerua Bay station. In no long time electric locomotives like those at Lyttelton and Otira will be an everyday feature of the Wellington-Paekakariki traffic. This section of railway will derive its tractive force from rivers whose energy has been converted into hydro-electric power. The power will be carried via Khandallah sub-station and few new railway sub-stations are to be erected to the electric locomotives through overhead gear, the construction of which has now begun at Paekakariki end. — [794, 482, 939, 718]
paragraph: A discovery of the much published story that he had fired the Reichstag was made on resumption of the trial by Hricos, police president of Swedan, an erstwhile Storm Trooper. He was in Gleiwitz that night. — [330, 1337, 475, 1412]
article — [795, 727, 939, 1004]
dateline: MELBOURNE, SEPTEMBER 22. — [959, 1715, 1083, 1725]
section-rule — [485, 1060, 629, 1061]
masthead — [16, 10, 1098, 49]
headline: SPORTING — [982, 919, 1061, 940]
paragraph: The Board decided to support the inclusion of a special rule covering the qualification for test matches providing for players of Indian nationality. — [485, 962, 629, 1015]
article — [21, 63, 165, 385]
headline: ELECTRIC RAILWAY — [828, 387, 904, 429]
paragraph: An inquiry was held after the Putiki Hack Handicap, into the running of Cherry Long, and as a result the rider, McTavish, was suspended for three months for not riding the horse on its merits. The owner and trainer were fully exonerated. — [949, 1261, 1094, 1347]
section-rule — [330, 467, 474, 468]
article — [21, 720, 165, 952]
dateline: LEIPZIG, SEPTEMBER 21. — [340, 1312, 443, 1322]
